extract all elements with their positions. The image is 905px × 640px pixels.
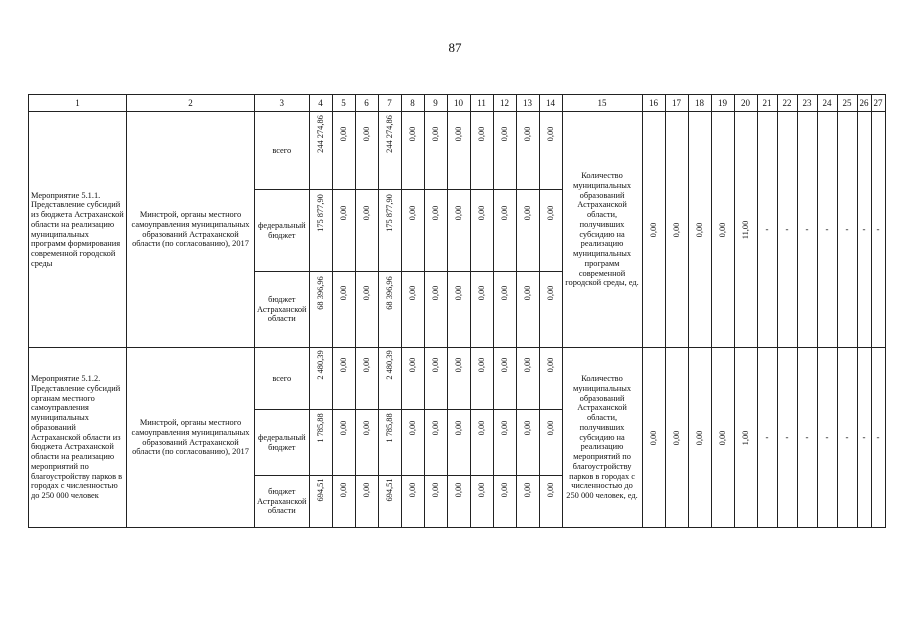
empty-value: - <box>797 112 817 348</box>
funding-value <box>309 190 332 272</box>
funding-value <box>516 410 539 476</box>
empty-value: - <box>817 112 837 348</box>
column-number: 12 <box>493 95 516 112</box>
funding-source: бюджет Астраханской области <box>255 272 310 348</box>
funding-value <box>378 272 401 348</box>
indicator-value-text: 0,00 <box>671 222 681 237</box>
funding-value <box>539 476 562 528</box>
funding-value <box>309 476 332 528</box>
indicator-value <box>665 112 688 348</box>
funding-value <box>378 348 401 410</box>
indicator-value <box>734 348 757 528</box>
indicator-value <box>688 112 711 348</box>
funding-value <box>401 112 424 190</box>
funding-value-text: 0,00 <box>476 420 486 436</box>
funding-value-text: 0,00 <box>453 126 463 141</box>
funding-value <box>401 410 424 476</box>
funding-value <box>493 410 516 476</box>
funding-source: всего <box>255 112 310 190</box>
funding-value-text: 0,00 <box>499 285 509 301</box>
funding-value-text: 0,00 <box>476 357 486 373</box>
table-row <box>29 112 886 190</box>
funding-value <box>447 112 470 190</box>
empty-value: - <box>797 348 817 528</box>
funding-value <box>470 112 493 190</box>
funding-value-text: 0,00 <box>361 285 371 301</box>
column-number: 1 <box>29 95 127 112</box>
funding-value-text: 0,00 <box>430 126 440 141</box>
indicator-value-text: 0,00 <box>694 430 704 445</box>
funding-value-text: 0,00 <box>407 285 417 301</box>
empty-value: - <box>817 348 837 528</box>
funding-value <box>539 410 562 476</box>
funding-value <box>470 190 493 272</box>
funding-value-text: 0,00 <box>499 482 509 498</box>
funding-value-text: 0,00 <box>476 482 486 498</box>
funding-value-text: 0,00 <box>430 482 440 498</box>
column-number: 15 <box>562 95 642 112</box>
report-table <box>28 94 886 528</box>
funding-value <box>355 272 378 348</box>
indicator-value-text: 0,00 <box>671 430 681 445</box>
column-number: 24 <box>817 95 837 112</box>
indicator-value-text: 0,00 <box>648 430 658 445</box>
funding-value <box>309 272 332 348</box>
funding-value <box>447 348 470 410</box>
column-number: 20 <box>734 95 757 112</box>
funding-value-text: 0,00 <box>407 205 417 220</box>
funding-value <box>332 112 355 190</box>
column-number: 11 <box>470 95 493 112</box>
indicator-value <box>642 112 665 348</box>
funding-value-text: 0,00 <box>545 420 555 436</box>
indicator-value-text: 0,00 <box>717 430 727 445</box>
page-number: 87 <box>448 40 462 55</box>
funding-value <box>470 476 493 528</box>
funding-value <box>539 112 562 190</box>
empty-value: - <box>757 112 777 348</box>
indicator-value <box>734 112 757 348</box>
indicator-value-text: 1,00 <box>740 430 750 445</box>
funding-value <box>470 348 493 410</box>
column-number: 25 <box>837 95 857 112</box>
funding-value-text: 0,00 <box>499 205 509 220</box>
funding-value <box>447 190 470 272</box>
funding-value-text: 2 480,39 <box>315 350 325 380</box>
indicator-value-text: 0,00 <box>694 222 704 237</box>
indicator-value <box>688 348 711 528</box>
funding-value-text: 0,00 <box>476 205 486 220</box>
funding-value-text: 68 396,96 <box>384 276 394 310</box>
column-number: 13 <box>516 95 539 112</box>
funding-value <box>401 272 424 348</box>
funding-value <box>470 272 493 348</box>
funding-value <box>332 272 355 348</box>
column-number: 14 <box>539 95 562 112</box>
funding-value <box>493 272 516 348</box>
funding-value-text: 0,00 <box>338 357 348 373</box>
funding-value <box>378 112 401 190</box>
funding-value-text: 0,00 <box>522 357 532 373</box>
funding-value <box>516 190 539 272</box>
empty-value: - <box>871 348 885 528</box>
empty-value: - <box>857 348 871 528</box>
funding-value-text: 0,00 <box>545 482 555 498</box>
funding-value-text: 0,00 <box>338 205 348 220</box>
column-number: 18 <box>688 95 711 112</box>
funding-value-text: 0,00 <box>522 126 532 141</box>
funding-value-text: 2 480,39 <box>384 350 394 380</box>
funding-value <box>516 348 539 410</box>
funding-value-text: 0,00 <box>361 482 371 498</box>
funding-value-text: 0,00 <box>361 205 371 220</box>
funding-value-text: 1 785,88 <box>315 413 325 443</box>
funding-value-text: 68 396,96 <box>315 276 325 310</box>
funding-value-text: 0,00 <box>499 126 509 141</box>
funding-value-text: 0,00 <box>407 357 417 373</box>
funding-value <box>355 112 378 190</box>
funding-value-text: 244 274,86 <box>315 114 325 153</box>
column-number: 10 <box>447 95 470 112</box>
indicator-value <box>665 348 688 528</box>
funding-value <box>539 348 562 410</box>
column-number: 22 <box>777 95 797 112</box>
funding-value-text: 0,00 <box>522 420 532 436</box>
funding-value-text: 0,00 <box>453 357 463 373</box>
indicator-value <box>711 112 734 348</box>
empty-value: - <box>777 348 797 528</box>
funding-value <box>424 348 447 410</box>
funding-value-text: 0,00 <box>522 285 532 301</box>
funding-value-text: 0,00 <box>453 285 463 301</box>
funding-value-text: 0,00 <box>407 420 417 436</box>
funding-value <box>539 272 562 348</box>
funding-value <box>355 476 378 528</box>
funding-value-text: 0,00 <box>522 205 532 220</box>
column-number: 2 <box>127 95 255 112</box>
funding-value <box>309 410 332 476</box>
funding-value <box>424 410 447 476</box>
funding-value-text: 0,00 <box>453 482 463 498</box>
funding-value-text: 0,00 <box>338 285 348 301</box>
funding-value-text: 175 877,90 <box>315 193 325 232</box>
column-number: 16 <box>642 95 665 112</box>
funding-value <box>401 476 424 528</box>
funding-value-text: 0,00 <box>361 126 371 141</box>
indicator-name: Количество муниципальных образований Астраханской области, получивших субсидию на реализацию муниципальных программ современной городской среды, ед. <box>562 112 642 348</box>
funding-value-text: 1 785,88 <box>384 413 394 443</box>
event-name: Мероприятие 5.1.2. Представление субсидий органам местного самоуправления муниципальных образований Астраханской области из бюджета Астраханской области на реализацию мероприятий по благоустройству парков в городах с численностью до 250 000 человек <box>29 348 127 528</box>
column-number: 4 <box>309 95 332 112</box>
funding-value-text: 244 274,86 <box>384 114 394 153</box>
empty-value: - <box>757 348 777 528</box>
column-number: 27 <box>871 95 885 112</box>
empty-value: - <box>857 112 871 348</box>
column-number: 23 <box>797 95 817 112</box>
column-number: 17 <box>665 95 688 112</box>
column-number: 6 <box>355 95 378 112</box>
column-number: 5 <box>332 95 355 112</box>
funding-value <box>493 190 516 272</box>
funding-value-text: 0,00 <box>430 420 440 436</box>
funding-value <box>332 476 355 528</box>
funding-value <box>493 476 516 528</box>
funding-value <box>447 476 470 528</box>
funding-value-text: 0,00 <box>338 126 348 141</box>
funding-value <box>447 410 470 476</box>
event-rows <box>29 112 886 528</box>
funding-value <box>424 272 447 348</box>
indicator-value <box>711 348 734 528</box>
funding-value-text: 0,00 <box>430 357 440 373</box>
funding-value-text: 0,00 <box>522 482 532 498</box>
funding-value <box>309 112 332 190</box>
funding-source: всего <box>255 348 310 410</box>
funding-value-text: 694,51 <box>384 478 394 502</box>
column-number: 3 <box>255 95 310 112</box>
empty-value: - <box>777 112 797 348</box>
column-number: 8 <box>401 95 424 112</box>
funding-value-text: 0,00 <box>407 482 417 498</box>
funding-value <box>378 410 401 476</box>
funding-value <box>516 112 539 190</box>
funding-value <box>424 112 447 190</box>
funding-value-text: 694,51 <box>315 478 325 502</box>
empty-value: - <box>837 112 857 348</box>
funding-source: бюджет Астраханской области <box>255 476 310 528</box>
table-row <box>29 348 886 410</box>
funding-value <box>424 476 447 528</box>
funding-value <box>447 272 470 348</box>
funding-value <box>401 348 424 410</box>
funding-value-text: 0,00 <box>545 285 555 301</box>
funding-value-text: 0,00 <box>453 420 463 436</box>
funding-value <box>332 190 355 272</box>
funding-value <box>355 190 378 272</box>
funding-value-text: 0,00 <box>361 420 371 436</box>
funding-value-text: 0,00 <box>361 357 371 373</box>
indicator-value-text: 11,00 <box>740 220 750 239</box>
funding-value-text: 0,00 <box>545 357 555 373</box>
funding-value <box>493 348 516 410</box>
funding-source: федеральный бюджет <box>255 410 310 476</box>
funding-value-text: 0,00 <box>476 126 486 141</box>
funding-value <box>493 112 516 190</box>
funding-value-text: 0,00 <box>545 205 555 220</box>
empty-value: - <box>871 112 885 348</box>
funding-value <box>355 348 378 410</box>
funding-value-text: 0,00 <box>545 126 555 141</box>
indicator-value-text: 0,00 <box>648 222 658 237</box>
funding-value-text: 0,00 <box>499 357 509 373</box>
funding-value-text: 0,00 <box>499 420 509 436</box>
funding-value <box>539 190 562 272</box>
funding-value <box>401 190 424 272</box>
funding-value <box>378 190 401 272</box>
funding-value <box>332 348 355 410</box>
funding-source: федеральный бюджет <box>255 190 310 272</box>
funding-value <box>516 476 539 528</box>
funding-value-text: 0,00 <box>430 205 440 220</box>
funding-value <box>470 410 493 476</box>
funding-value-text: 175 877,90 <box>384 193 394 232</box>
indicator-name: Количество муниципальных образований Астраханской области, получивших субсидию на реализацию мероприятий по благоустройству парков в городах с численностью до 250 000 человек, ед. <box>562 348 642 528</box>
column-number-row <box>29 95 886 112</box>
event-executor: Минстрой, органы местного самоуправления муниципальных образований Астраханской области (по согласованию), 2017 <box>127 348 255 528</box>
funding-value-text: 0,00 <box>338 482 348 498</box>
funding-value <box>309 348 332 410</box>
indicator-value-text: 0,00 <box>717 222 727 237</box>
column-number: 7 <box>378 95 401 112</box>
column-number: 19 <box>711 95 734 112</box>
funding-value <box>516 272 539 348</box>
column-number: 9 <box>424 95 447 112</box>
funding-value-text: 0,00 <box>476 285 486 301</box>
funding-value-text: 0,00 <box>430 285 440 301</box>
empty-value: - <box>837 348 857 528</box>
funding-value-text: 0,00 <box>407 126 417 141</box>
funding-value-text: 0,00 <box>338 420 348 436</box>
column-number: 21 <box>757 95 777 112</box>
funding-value <box>355 410 378 476</box>
column-number: 26 <box>857 95 871 112</box>
funding-value-text: 0,00 <box>453 205 463 220</box>
funding-value <box>332 410 355 476</box>
funding-value <box>378 476 401 528</box>
event-name: Мероприятие 5.1.1. Представление субсидий из бюджета Астраханской области на реализацию муниципальных программ формирования современной городской среды <box>29 112 127 348</box>
indicator-value <box>642 348 665 528</box>
event-executor: Минстрой, органы местного самоуправления муниципальных образований Астраханской области (по согласованию), 2017 <box>127 112 255 348</box>
funding-value <box>424 190 447 272</box>
